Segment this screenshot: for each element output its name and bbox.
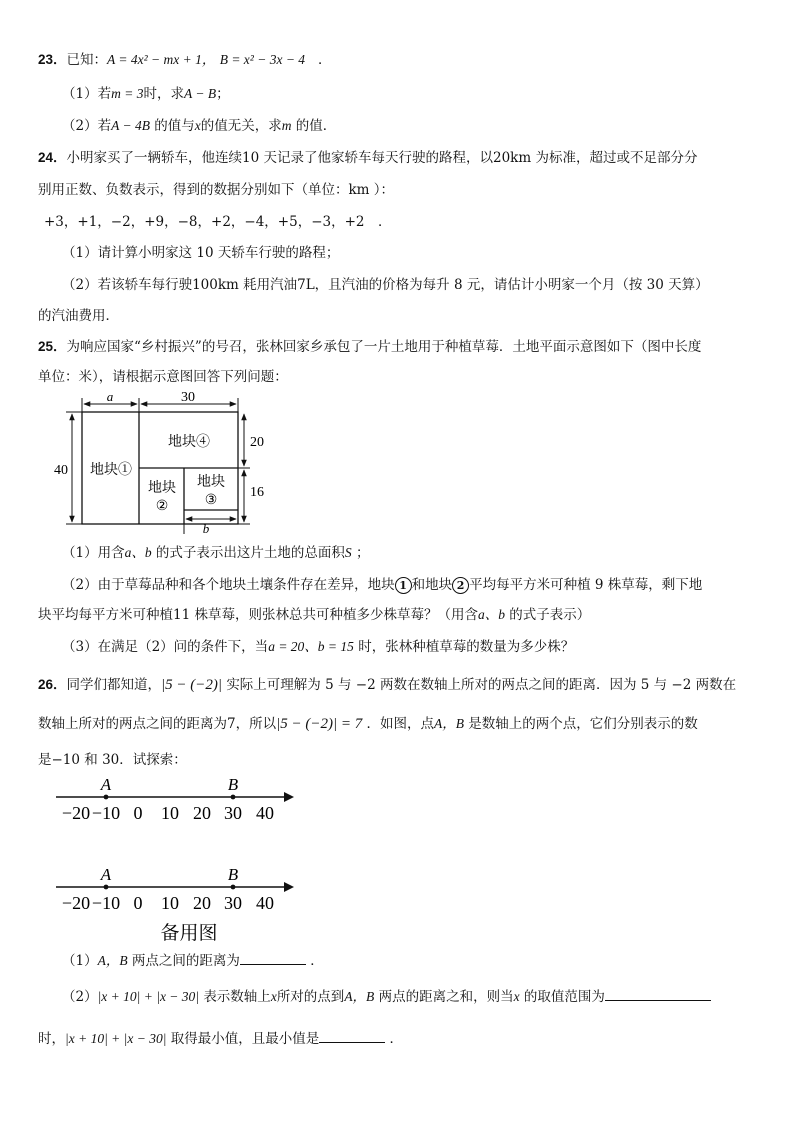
q23-part1 (62, 84, 230, 104)
land-plot-diagram (50, 388, 280, 538)
spare-number-line (50, 860, 300, 948)
q26-abs1: |5 − (−2)| (161, 677, 223, 693)
dim-20-label: 20 (250, 435, 264, 450)
q26-p1-end: ． (310, 953, 324, 969)
q23-part2 (62, 116, 336, 136)
q25-p3-prefix: （3）在满足（2）问的条件下，当 (62, 639, 269, 655)
q26-p1-prefix: （1） (62, 953, 98, 969)
spare-tick-label-20: 20 (193, 893, 211, 913)
q23-p2-x: x (194, 118, 201, 133)
spare-tick-label-0: 0 (133, 893, 143, 913)
q24-line2: 别用正数、负数表示，得到的数据分别如下（单位：km ）： (38, 182, 395, 198)
q25-part2-cont (38, 605, 590, 625)
dim-16-label: 16 (250, 485, 264, 500)
q23-number: 23． (38, 52, 67, 67)
answer-blank-distance[interactable] (240, 950, 306, 965)
q25-p2-ab: a、b (477, 607, 505, 622)
q25-p2-line2-end: 的式子表示） (509, 607, 591, 623)
plot1-label: 地块① (90, 463, 132, 478)
q26-line1 (38, 675, 736, 695)
q23-p1-math: m = 3 (111, 86, 144, 101)
dim-b-label: b (202, 521, 210, 536)
plot2-label-line1: 地块 (148, 481, 176, 496)
q26-number: 26． (38, 677, 67, 692)
q25-p3-math: a = 20、b = 15 (268, 639, 354, 654)
q26-line3: 是−10 和 30．试探索： (38, 752, 187, 768)
q25-p2-text-b: 和地块 (411, 577, 453, 593)
q25-number: 25． (38, 339, 67, 354)
q26-p2-abs: |x + 10| + |x − 30| (97, 989, 200, 1004)
plot3-label-line1: 地块 (197, 475, 225, 490)
q26-p2-ab: A，B (344, 989, 375, 1004)
q24-part1: （1）请计算小明家这 10 天轿车行驶的路程； (62, 245, 340, 261)
q25-part3 (62, 637, 574, 657)
q25-part1 (62, 543, 369, 563)
q23-expr-a: A = 4x² − mx + 1， (107, 52, 216, 67)
q23-p1-math2: A − B (183, 86, 217, 101)
spare-tick-label-neg20: −20 (61, 893, 91, 913)
q25-line1 (38, 337, 701, 357)
q26-p2-mid2: 所对的点到 (276, 989, 345, 1005)
q25-p3-end: 时，张林种植草莓的数量为多少株？ (358, 639, 575, 655)
q25-p2-text-a: （2）由于草莓品种和各个地块土壤条件存在差异，地块 (62, 577, 395, 593)
circled-2: 2 (452, 577, 469, 594)
q26-l2-text-c: 是数轴上的两个点，它们分别表示的数 (468, 716, 698, 732)
tick-label-30: 30 (224, 803, 242, 823)
q26-l1-text-a: 同学们都知道， (66, 677, 162, 693)
q26-p3-mid: 取得最小值，且最小值是 (170, 1031, 320, 1047)
q26-p3-prefix: 时， (38, 1031, 65, 1047)
q26-l2-text-b: ．如图，点 (366, 716, 434, 732)
plot4-label: 地块④ (168, 435, 210, 450)
q26-l2-ab: A，B (434, 716, 464, 731)
q23-expr-b: B = x² − 3x − 4 (219, 52, 306, 67)
circled-1: 1 (395, 577, 412, 594)
answer-blank-range[interactable] (605, 986, 711, 1001)
plot2-label-line2: ② (155, 499, 169, 514)
q23-stem (38, 50, 331, 70)
q26-p3-abs: |x + 10| + |x − 30| (65, 1031, 167, 1046)
q23-p2-end: 的值． (295, 118, 337, 134)
q26-l1-text-b: 实际上可理解为 5 与 −2 两数在数轴上所对的两点之间的距离．因为 5 与 −2 两数在 (226, 677, 737, 693)
tick-label-neg10: −10 (91, 803, 121, 823)
q25-part2 (62, 575, 702, 595)
q24-data: +3，+1，−2，+9，−8，+2，−4，+5，−3，+2 ． (44, 214, 392, 230)
spare-tick-label-40: 40 (256, 893, 274, 913)
q26-l2-text-a: 数轴上所对的两点之间的距离为7，所以 (38, 716, 277, 732)
q23-p2-mid: 的值与 (154, 118, 195, 134)
tick-label-40: 40 (256, 803, 274, 823)
spare-point-a-label: A (100, 865, 112, 884)
q25-p1-ab: a、b (124, 545, 152, 560)
q26-line2 (38, 714, 698, 734)
q26-p2-end: 的取值范围为 (523, 989, 605, 1005)
dim-40-label: 40 (54, 463, 68, 478)
q24-line1-text: 小明家买了一辆轿车，他连续10 天记录了他家轿车每天行驶的路程，以20km 为标准，超过或不足部分分 (66, 150, 698, 166)
answer-blank-min-value[interactable] (319, 1028, 385, 1043)
dim-a-label: a (106, 389, 114, 404)
q26-p2-prefix: （2） (62, 989, 98, 1005)
q26-part1 (62, 950, 324, 971)
tick-label-10: 10 (161, 803, 179, 823)
spare-tick-label-neg10: −10 (91, 893, 121, 913)
q23-p2-m: m (281, 118, 292, 133)
q26-part2-cont (38, 1028, 403, 1049)
q24-number: 24． (38, 150, 67, 165)
point-b-dot (231, 795, 236, 800)
point-a-dot (104, 795, 109, 800)
q24-part2-cont: 的汽油费用． (38, 308, 119, 324)
point-a-label: A (100, 775, 112, 794)
q25-p2-line2: 块平均每平方米可种植11 株草莓，则张林总共可种植多少株草莓？（用含 (38, 607, 478, 623)
q23-p1-mid: 时，求 (143, 86, 184, 102)
q25-p2-text-c: 平均每平方米可种植 9 株草莓，剩下地 (469, 577, 703, 593)
q23-p1-end: ； (216, 86, 230, 102)
spare-tick-label-10: 10 (161, 893, 179, 913)
spare-point-a-dot (104, 885, 109, 890)
q25-p1-mid: 的式子表示出这片土地的总面积 (155, 545, 345, 561)
point-b-label: B (227, 775, 239, 794)
q26-p3-end: ． (389, 1031, 404, 1047)
q23-p2-prefix: （2）若 (62, 118, 112, 134)
q26-p1-ab: A，B (97, 953, 128, 968)
q26-part2 (62, 986, 711, 1007)
tick-label-0: 0 (133, 803, 143, 823)
q25-p1-s: S (344, 545, 352, 560)
q24-part2: （2）若该轿车每行驶100km 耗用汽油7L，且汽油的价格为每升 8 元，请估计小明家一个月（按 30 天算） (62, 277, 709, 293)
q26-abs2: |5 − (−2)| = 7 (276, 716, 363, 732)
q23-p2-math: A − 4B (111, 118, 150, 133)
q26-p2-x2: x (513, 989, 520, 1004)
q26-p1-mid: 两点之间的距离为 (131, 953, 240, 969)
spare-point-b-dot (231, 885, 236, 890)
spare-tick-label-30: 30 (224, 893, 242, 913)
q23-stem-end: ． (317, 52, 332, 68)
q25-line1-text: 为响应国家“乡村振兴”的号召，张林回家乡承包了一片土地用于种植草莓．土地平面示意图如下（图中长度 (66, 339, 702, 355)
q23-p2-mid2: 的值无关，求 (200, 118, 282, 134)
q25-p1-end: ； (355, 545, 370, 561)
q25-line2: 单位：米），请根据示意图回答下列问题： (38, 369, 288, 385)
number-line (50, 770, 300, 828)
tick-label-20: 20 (193, 803, 211, 823)
q26-p2-mid3: 两点的距离之和，则当 (378, 989, 514, 1005)
q23-stem-prefix: 已知： (66, 52, 108, 68)
spare-figure-caption: 备用图 (160, 922, 218, 944)
q23-p1-prefix: （1）若 (62, 86, 112, 102)
spare-point-b-label: B (227, 865, 239, 884)
dim-30-label: 30 (181, 390, 195, 405)
q25-p1-prefix: （1）用含 (62, 545, 125, 561)
q26-p2-x: x (270, 989, 277, 1004)
q26-p2-mid: 表示数轴上 (203, 989, 271, 1005)
q24-line1 (38, 148, 697, 168)
tick-label-neg20: −20 (61, 803, 91, 823)
plot3-label-line2: ③ (204, 493, 218, 508)
